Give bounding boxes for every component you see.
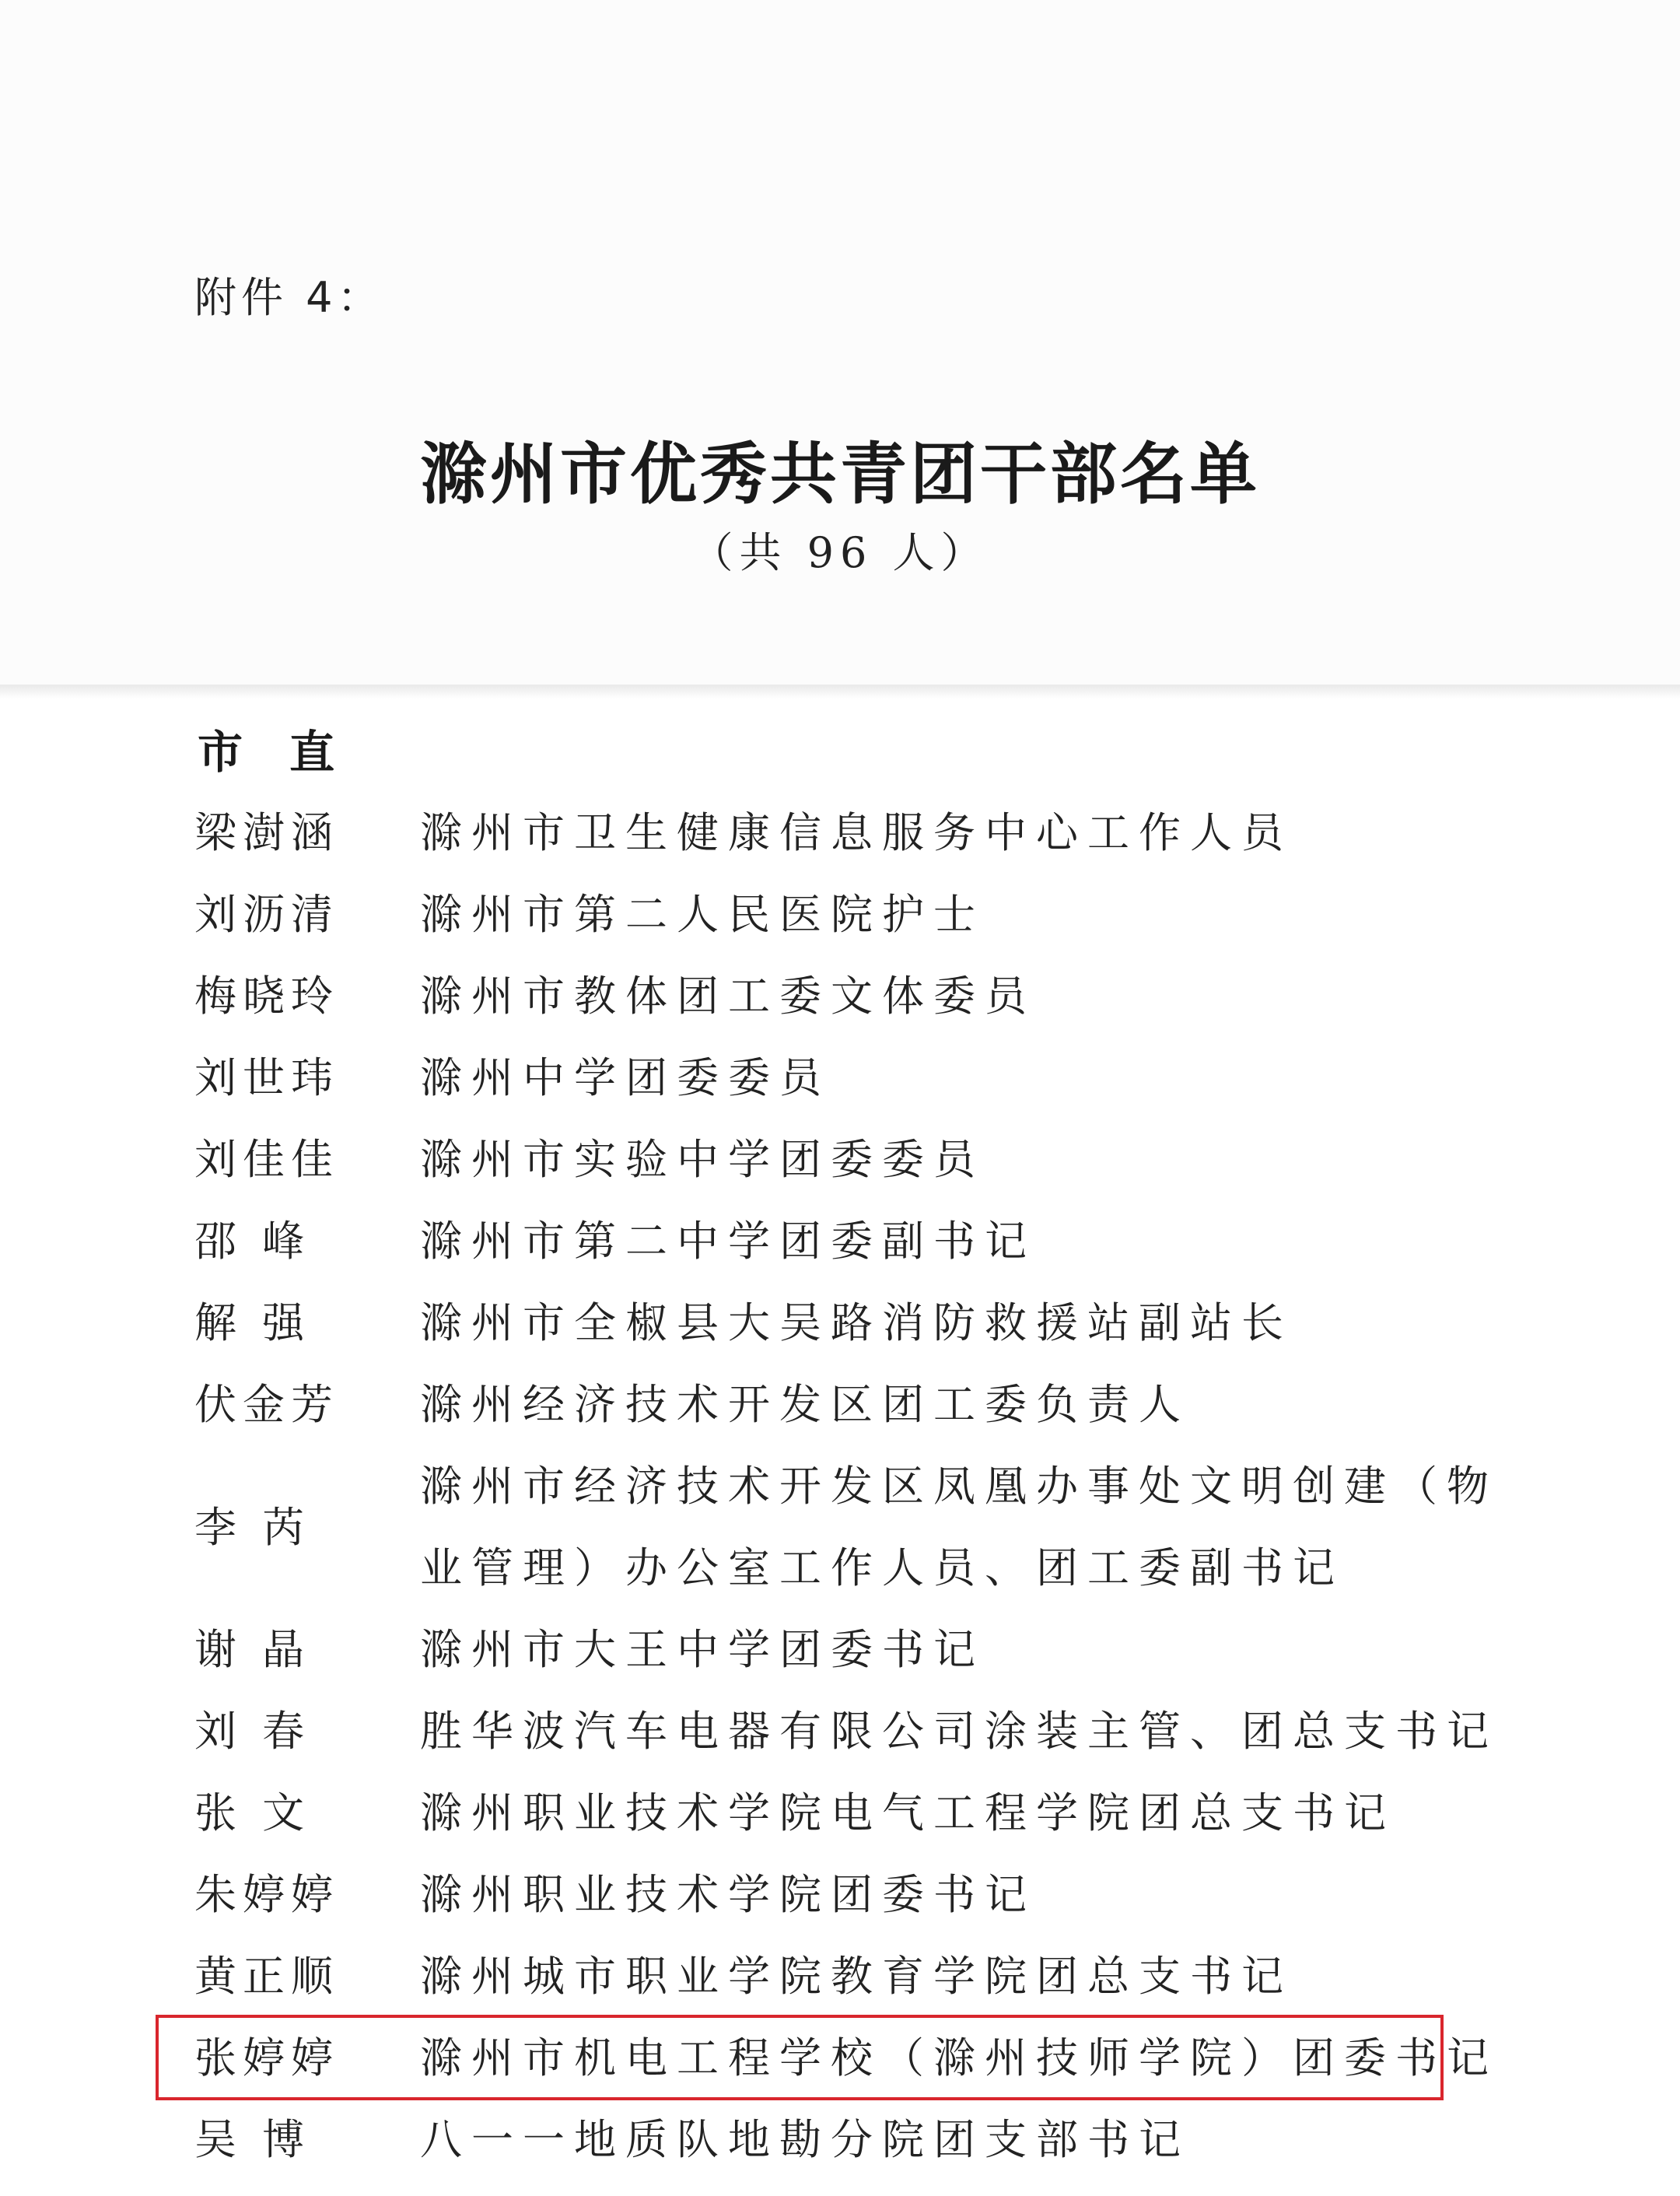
person-role: 滁州市经济技术开发区凤凰办事处文明创建（物业管理）办公室工作人员、团工委副书记 — [420, 1462, 1498, 1592]
person-role: 滁州经济技术开发区团工委负责人 — [420, 1380, 1190, 1429]
person-role: 滁州市第二中学团委副书记 — [420, 1217, 1036, 1266]
list-item — [194, 1037, 1517, 1119]
person-name: 朱婷婷 — [194, 1870, 339, 1919]
document-subtitle: （共 96 人） — [691, 528, 989, 577]
person-name: 吴 博 — [194, 2115, 311, 2164]
list-item — [194, 1364, 1517, 1445]
person-name: 李 芮 — [194, 1502, 311, 1552]
person-role: 胜华波汽车电器有限公司涂装主管、团总支书记 — [420, 1707, 1498, 1756]
person-name: 刘佳佳 — [194, 1135, 339, 1184]
person-role: 滁州市实验中学团委委员 — [420, 1135, 985, 1184]
person-name: 刘沥清 — [194, 890, 339, 939]
list-item — [194, 1200, 1517, 1282]
person-name: 梁澍涵 — [194, 808, 339, 857]
person-name: 解 强 — [194, 1298, 311, 1347]
person-role: 滁州市教体团工委文体委员 — [420, 972, 1036, 1021]
person-name: 梅晓玲 — [194, 972, 339, 1021]
person-name: 邵 峰 — [194, 1217, 311, 1266]
person-name: 张婷婷 — [194, 2033, 339, 2082]
person-name: 张 文 — [194, 1788, 311, 1837]
list-item — [194, 1935, 1517, 2017]
list-item — [194, 955, 1517, 1037]
person-role: 滁州市卫生健康信息服务中心工作人员 — [420, 808, 1293, 857]
list-item — [194, 1609, 1517, 1690]
list-item — [194, 1690, 1517, 1772]
list-item-highlighted — [194, 2017, 1517, 2099]
roster-list — [194, 792, 1517, 2180]
document-header-area — [0, 0, 1680, 685]
person-role: 滁州市大王中学团委书记 — [420, 1625, 985, 1674]
list-item — [194, 792, 1517, 874]
person-role: 滁州中学团委委员 — [420, 1053, 831, 1102]
person-role: 滁州城市职业学院教育学院团总支书记 — [420, 1952, 1293, 2001]
list-item — [194, 1445, 1517, 1609]
person-role: 八一一地质队地勘分院团支部书记 — [420, 2115, 1190, 2164]
attachment-label: 附件 4： — [194, 273, 384, 322]
section-heading: 市直 — [198, 726, 382, 779]
person-role: 滁州市第二人民医院护士 — [420, 890, 985, 939]
person-role: 滁州市全椒县大吴路消防救援站副站长 — [420, 1298, 1293, 1347]
document-title: 滁州市优秀共青团干部名单 — [420, 435, 1260, 513]
person-name: 刘 春 — [194, 1707, 311, 1756]
list-item — [194, 1282, 1517, 1364]
page-divider — [0, 685, 1680, 699]
list-item — [194, 1772, 1517, 1854]
person-role: 滁州职业技术学院电气工程学院团总支书记 — [420, 1788, 1395, 1837]
person-name: 刘世玮 — [194, 1053, 339, 1102]
list-item — [194, 874, 1517, 955]
person-role: 滁州职业技术学院团委书记 — [420, 1870, 1036, 1919]
list-item — [194, 1854, 1517, 1935]
list-item — [194, 2099, 1517, 2180]
person-name: 黄正顺 — [194, 1952, 339, 2001]
list-item — [194, 1119, 1517, 1200]
person-name: 伏金芳 — [194, 1380, 339, 1429]
person-role: 滁州市机电工程学校（滁州技师学院）团委书记 — [420, 2033, 1498, 2082]
person-name: 谢 晶 — [194, 1625, 311, 1674]
